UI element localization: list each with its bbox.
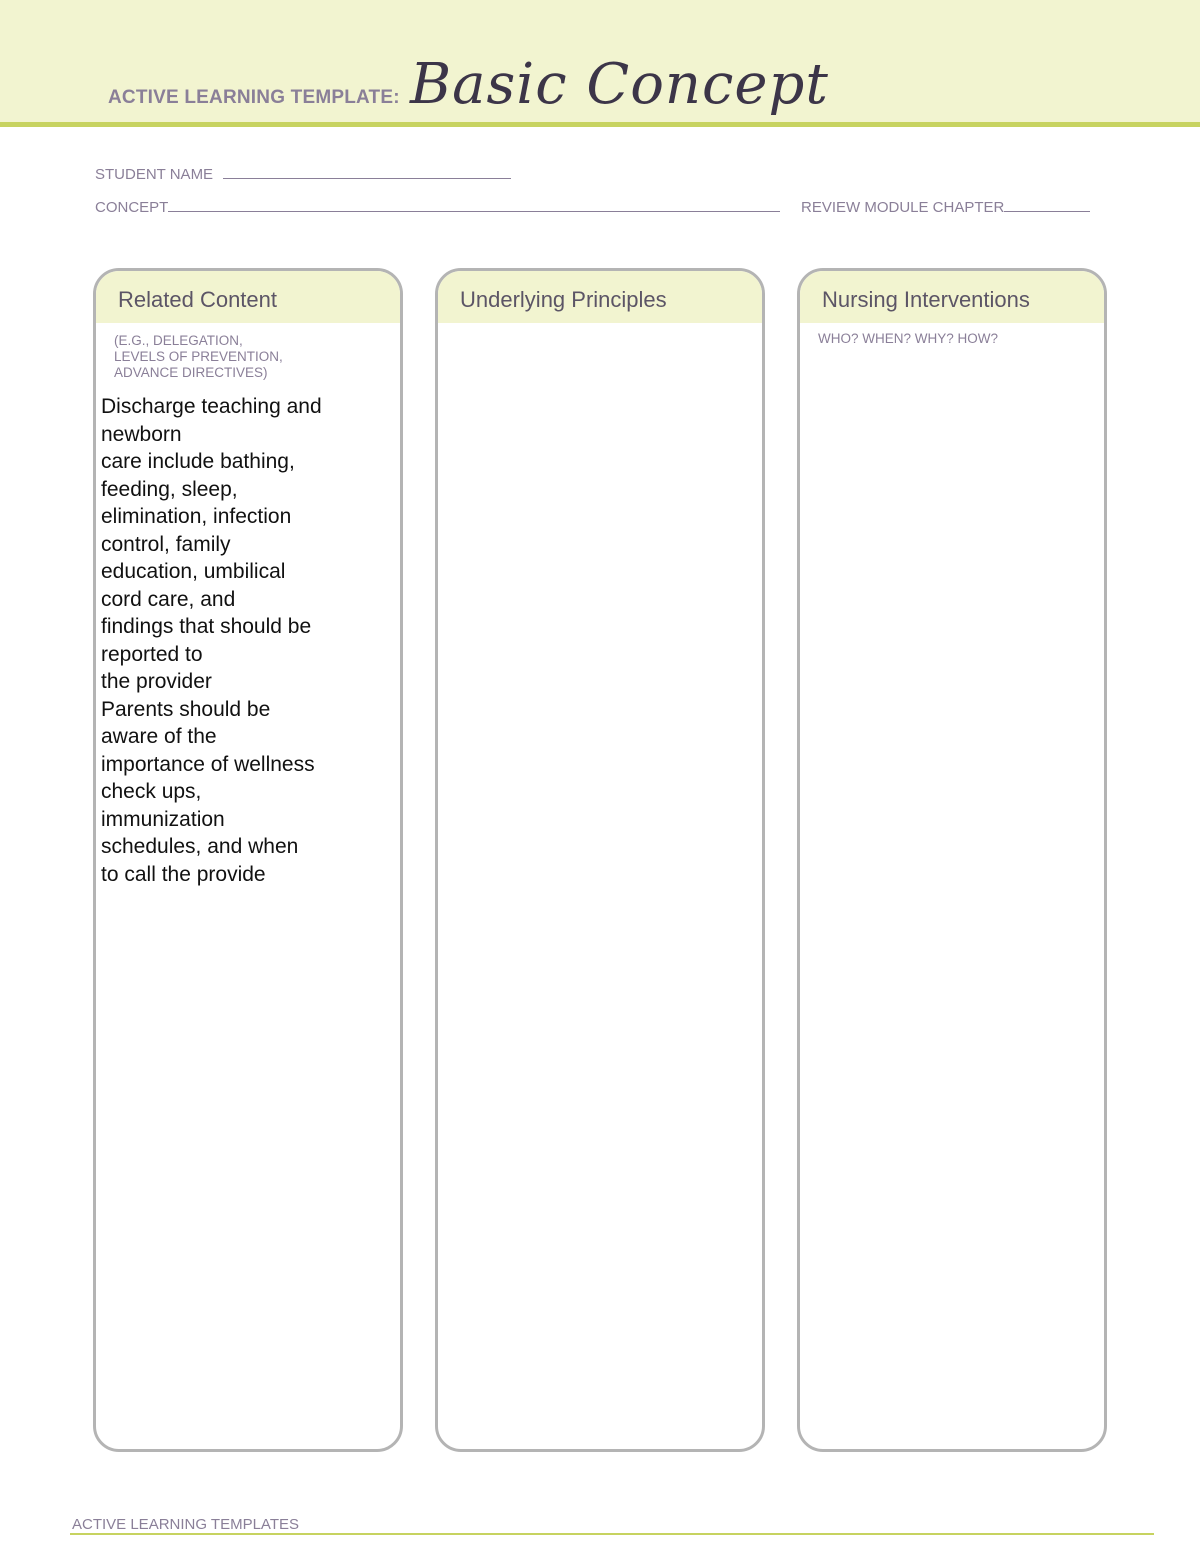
- body-line: Discharge teaching and: [101, 395, 322, 418]
- nursing-interventions-panel: [797, 268, 1107, 1452]
- related-content-header: [96, 271, 400, 323]
- underlying-principles-header: [438, 271, 762, 323]
- body-line: findings that should be: [101, 615, 312, 638]
- related-content-panel: [93, 268, 403, 1452]
- body-line: to call the provide: [101, 862, 266, 886]
- body-line: schedules, and when: [101, 835, 299, 858]
- template-label: ACTIVE LEARNING TEMPLATE:: [108, 87, 400, 108]
- underlying-principles-title: Underlying Principles: [460, 287, 667, 312]
- body-line: elimination, infection: [101, 505, 292, 528]
- footer-label: ACTIVE LEARNING TEMPLATES: [72, 1516, 299, 1533]
- review-module-label: REVIEW MODULE CHAPTER: [801, 199, 1005, 216]
- body-line: the provider: [101, 670, 212, 693]
- footer-rule: [70, 1533, 1154, 1535]
- body-line: check ups,: [101, 780, 202, 803]
- template-title: Basic Concept: [410, 52, 829, 117]
- review-module-field[interactable]: [801, 198, 1090, 216]
- body-line: care include bathing,: [101, 450, 295, 473]
- underlying-principles-body[interactable]: [443, 335, 752, 1435]
- nursing-interventions-title: Nursing Interventions: [822, 287, 1030, 312]
- concept-blank[interactable]: [168, 198, 780, 212]
- related-content-title: Related Content: [118, 287, 277, 312]
- student-name-blank[interactable]: [223, 165, 511, 179]
- review-module-blank[interactable]: [1004, 198, 1090, 212]
- student-name-label: STUDENT NAME: [95, 166, 214, 183]
- hint-line: LEVELS OF PREVENTION,: [114, 349, 283, 364]
- related-content-body[interactable]: [101, 393, 390, 888]
- body-line: cord care, and: [101, 587, 236, 611]
- nursing-interventions-body[interactable]: [805, 359, 1094, 1419]
- body-line: education, umbilical: [101, 560, 286, 583]
- nursing-interventions-header: [800, 271, 1104, 323]
- hint-line: (E.G., DELEGATION,: [114, 333, 243, 348]
- hint-line: ADVANCE DIRECTIVES): [114, 365, 268, 380]
- related-content-hint: [114, 333, 400, 381]
- body-line: control, family: [101, 532, 231, 556]
- underlying-principles-panel: [435, 268, 765, 1452]
- body-line: immunization: [101, 807, 225, 831]
- body-line: feeding, sleep,: [101, 477, 238, 501]
- body-line: reported to: [101, 642, 203, 666]
- nursing-interventions-hint: WHO? WHEN? WHY? HOW?: [818, 331, 999, 346]
- concept-field[interactable]: [95, 198, 780, 216]
- header-rule: [0, 122, 1200, 127]
- concept-label: CONCEPT: [95, 199, 169, 216]
- body-line: newborn: [101, 422, 182, 446]
- body-line: Parents should be: [101, 697, 271, 721]
- student-name-field[interactable]: [95, 165, 511, 183]
- body-line: importance of wellness: [101, 752, 315, 776]
- body-line: aware of the: [101, 725, 217, 748]
